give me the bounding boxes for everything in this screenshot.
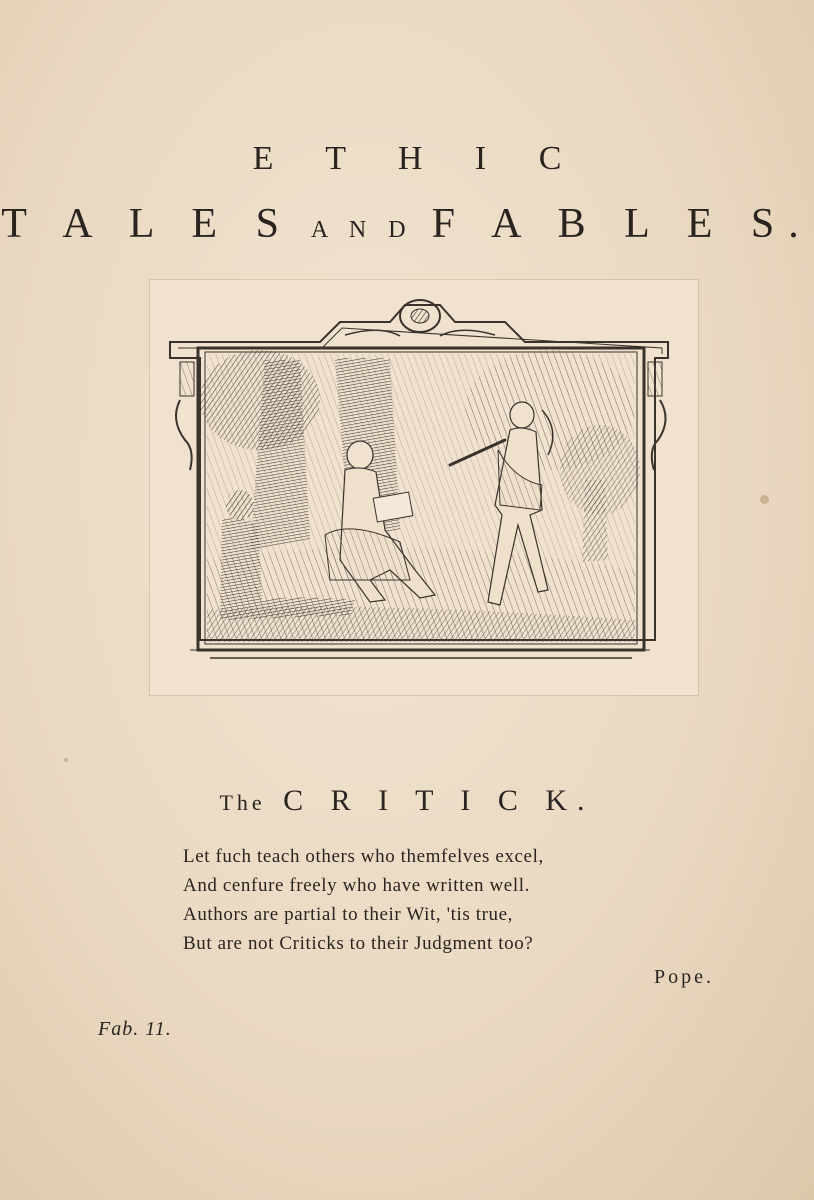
caption-main: C R I T I C K. <box>283 784 595 817</box>
title-word-and: A N D <box>310 217 414 243</box>
paper-spot <box>64 758 68 762</box>
title-word-fables: F A B L E S. <box>431 201 813 247</box>
title-line-ethic: E T H I C <box>252 140 584 177</box>
verse-line: And cenfure freely who have written well. <box>183 875 530 896</box>
verse-line: Let fuch teach others who themfelves excel, <box>183 846 544 867</box>
paper-spot <box>760 495 769 504</box>
engraved-plate <box>150 280 698 695</box>
verse-block <box>183 842 703 958</box>
fable-reference: Fab. 11. <box>98 1018 172 1040</box>
verse-line: Authors are partial to their Wit, 'tis true, <box>183 904 513 925</box>
verse-line: But are not Criticks to their Judgment too? <box>183 933 534 954</box>
title-word-tales: T A L E S <box>1 201 293 247</box>
author-attribution: Pope. <box>654 966 714 988</box>
plate-caption <box>0 784 814 818</box>
title-line-tales-and-fables <box>0 200 814 248</box>
engraving-illustration <box>150 280 698 695</box>
caption-prefix: The <box>219 790 266 815</box>
